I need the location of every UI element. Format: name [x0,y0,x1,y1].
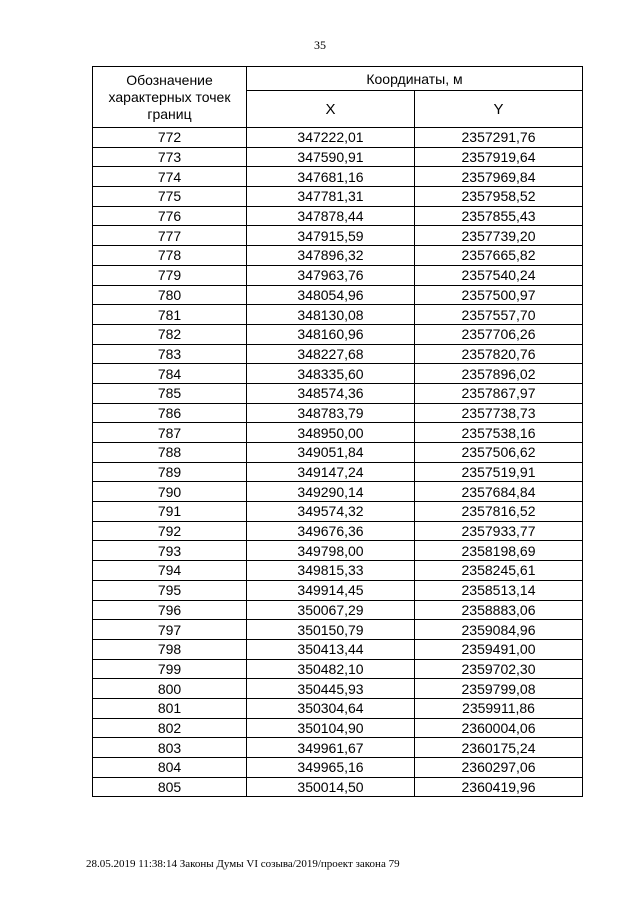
header-point-designation: Обозначение характерных точек границ [93,67,247,128]
coordinates-table [92,66,583,797]
cell-point-number: 781 [93,305,247,325]
cell-y: 2359084,96 [415,620,583,640]
table-row [93,265,583,285]
table-row [93,718,583,738]
header-coordinates: Координаты, м [247,67,583,91]
cell-x: 347590,91 [247,147,415,167]
cell-y: 2359702,30 [415,659,583,679]
table-row [93,344,583,364]
cell-point-number: 790 [93,482,247,502]
cell-x: 347681,16 [247,167,415,187]
cell-y: 2358245,61 [415,561,583,581]
cell-point-number: 783 [93,344,247,364]
table-row [93,147,583,167]
cell-point-number: 802 [93,718,247,738]
cell-y: 2357665,82 [415,246,583,266]
cell-y: 2358883,06 [415,600,583,620]
cell-x: 347878,44 [247,206,415,226]
table-body [93,128,583,797]
cell-point-number: 774 [93,167,247,187]
cell-y: 2357933,77 [415,521,583,541]
table-row [93,502,583,522]
table-row [93,226,583,246]
cell-x: 350445,93 [247,679,415,699]
cell-point-number: 773 [93,147,247,167]
cell-x: 349290,14 [247,482,415,502]
cell-y: 2360419,96 [415,777,583,797]
cell-point-number: 782 [93,324,247,344]
table-row [93,482,583,502]
cell-point-number: 803 [93,738,247,758]
cell-y: 2360004,06 [415,718,583,738]
table-row [93,206,583,226]
cell-point-number: 791 [93,502,247,522]
table-row [93,383,583,403]
cell-y: 2357519,91 [415,462,583,482]
cell-x: 347781,31 [247,187,415,207]
cell-x: 347963,76 [247,265,415,285]
cell-y: 2358198,69 [415,541,583,561]
cell-x: 348950,00 [247,423,415,443]
cell-y: 2360297,06 [415,758,583,778]
cell-y: 2357820,76 [415,344,583,364]
cell-x: 349574,32 [247,502,415,522]
table-row [93,659,583,679]
cell-point-number: 788 [93,443,247,463]
cell-point-number: 786 [93,403,247,423]
cell-y: 2357538,16 [415,423,583,443]
cell-point-number: 772 [93,128,247,148]
cell-point-number: 793 [93,541,247,561]
cell-x: 349961,67 [247,738,415,758]
table-row [93,698,583,718]
table-row [93,561,583,581]
cell-y: 2359799,08 [415,679,583,699]
cell-x: 349676,36 [247,521,415,541]
cell-point-number: 795 [93,580,247,600]
header-y: Y [415,91,583,128]
cell-point-number: 800 [93,679,247,699]
cell-point-number: 799 [93,659,247,679]
cell-x: 349051,84 [247,443,415,463]
cell-point-number: 777 [93,226,247,246]
cell-y: 2357500,97 [415,285,583,305]
cell-x: 349914,45 [247,580,415,600]
cell-x: 350413,44 [247,639,415,659]
cell-x: 348160,96 [247,324,415,344]
cell-point-number: 794 [93,561,247,581]
cell-y: 2357557,70 [415,305,583,325]
cell-x: 348130,08 [247,305,415,325]
footer-stamp: 28.05.2019 11:38:14 Законы Думы VI созыва/2019/проект закона 79 [86,858,400,870]
table-row [93,738,583,758]
page-number: 35 [314,38,326,52]
cell-y: 2357706,26 [415,324,583,344]
cell-point-number: 779 [93,265,247,285]
table-row [93,600,583,620]
table-row [93,167,583,187]
cell-x: 348783,79 [247,403,415,423]
table-row [93,403,583,423]
cell-x: 349965,16 [247,758,415,778]
table-row [93,639,583,659]
table-row [93,541,583,561]
table-row [93,462,583,482]
cell-point-number: 792 [93,521,247,541]
cell-x: 350304,64 [247,698,415,718]
cell-x: 347896,32 [247,246,415,266]
cell-y: 2357867,97 [415,383,583,403]
table-row [93,187,583,207]
table-row [93,620,583,640]
cell-point-number: 796 [93,600,247,620]
cell-point-number: 797 [93,620,247,640]
table-row [93,364,583,384]
cell-y: 2357816,52 [415,502,583,522]
table-row [93,285,583,305]
cell-point-number: 780 [93,285,247,305]
cell-point-number: 784 [93,364,247,384]
cell-x: 349147,24 [247,462,415,482]
table-row [93,521,583,541]
table-row [93,423,583,443]
cell-x: 348227,68 [247,344,415,364]
cell-point-number: 798 [93,639,247,659]
cell-point-number: 787 [93,423,247,443]
cell-y: 2357291,76 [415,128,583,148]
cell-y: 2357739,20 [415,226,583,246]
cell-y: 2357896,02 [415,364,583,384]
cell-x: 350150,79 [247,620,415,640]
cell-point-number: 778 [93,246,247,266]
table-row [93,246,583,266]
table-row [93,305,583,325]
cell-x: 348574,36 [247,383,415,403]
cell-y: 2359911,86 [415,698,583,718]
cell-x: 348054,96 [247,285,415,305]
cell-x: 348335,60 [247,364,415,384]
table-row [93,580,583,600]
cell-y: 2357969,84 [415,167,583,187]
cell-x: 350482,10 [247,659,415,679]
cell-y: 2357919,64 [415,147,583,167]
cell-y: 2357958,52 [415,187,583,207]
cell-point-number: 776 [93,206,247,226]
cell-x: 350014,50 [247,777,415,797]
cell-x: 347222,01 [247,128,415,148]
table-row [93,443,583,463]
cell-x: 347915,59 [247,226,415,246]
cell-point-number: 801 [93,698,247,718]
cell-point-number: 775 [93,187,247,207]
table-row [93,679,583,699]
cell-point-number: 785 [93,383,247,403]
table-header [93,67,583,128]
cell-point-number: 805 [93,777,247,797]
cell-y: 2359491,00 [415,639,583,659]
table-row [93,324,583,344]
cell-x: 349815,33 [247,561,415,581]
header-x: X [247,91,415,128]
cell-y: 2360175,24 [415,738,583,758]
cell-y: 2357855,43 [415,206,583,226]
cell-point-number: 789 [93,462,247,482]
table-row [93,758,583,778]
cell-point-number: 804 [93,758,247,778]
cell-y: 2357684,84 [415,482,583,502]
table-row [93,128,583,148]
cell-x: 350104,90 [247,718,415,738]
cell-x: 350067,29 [247,600,415,620]
cell-y: 2358513,14 [415,580,583,600]
table-row [93,777,583,797]
cell-y: 2357540,24 [415,265,583,285]
cell-x: 349798,00 [247,541,415,561]
cell-y: 2357506,62 [415,443,583,463]
cell-y: 2357738,73 [415,403,583,423]
